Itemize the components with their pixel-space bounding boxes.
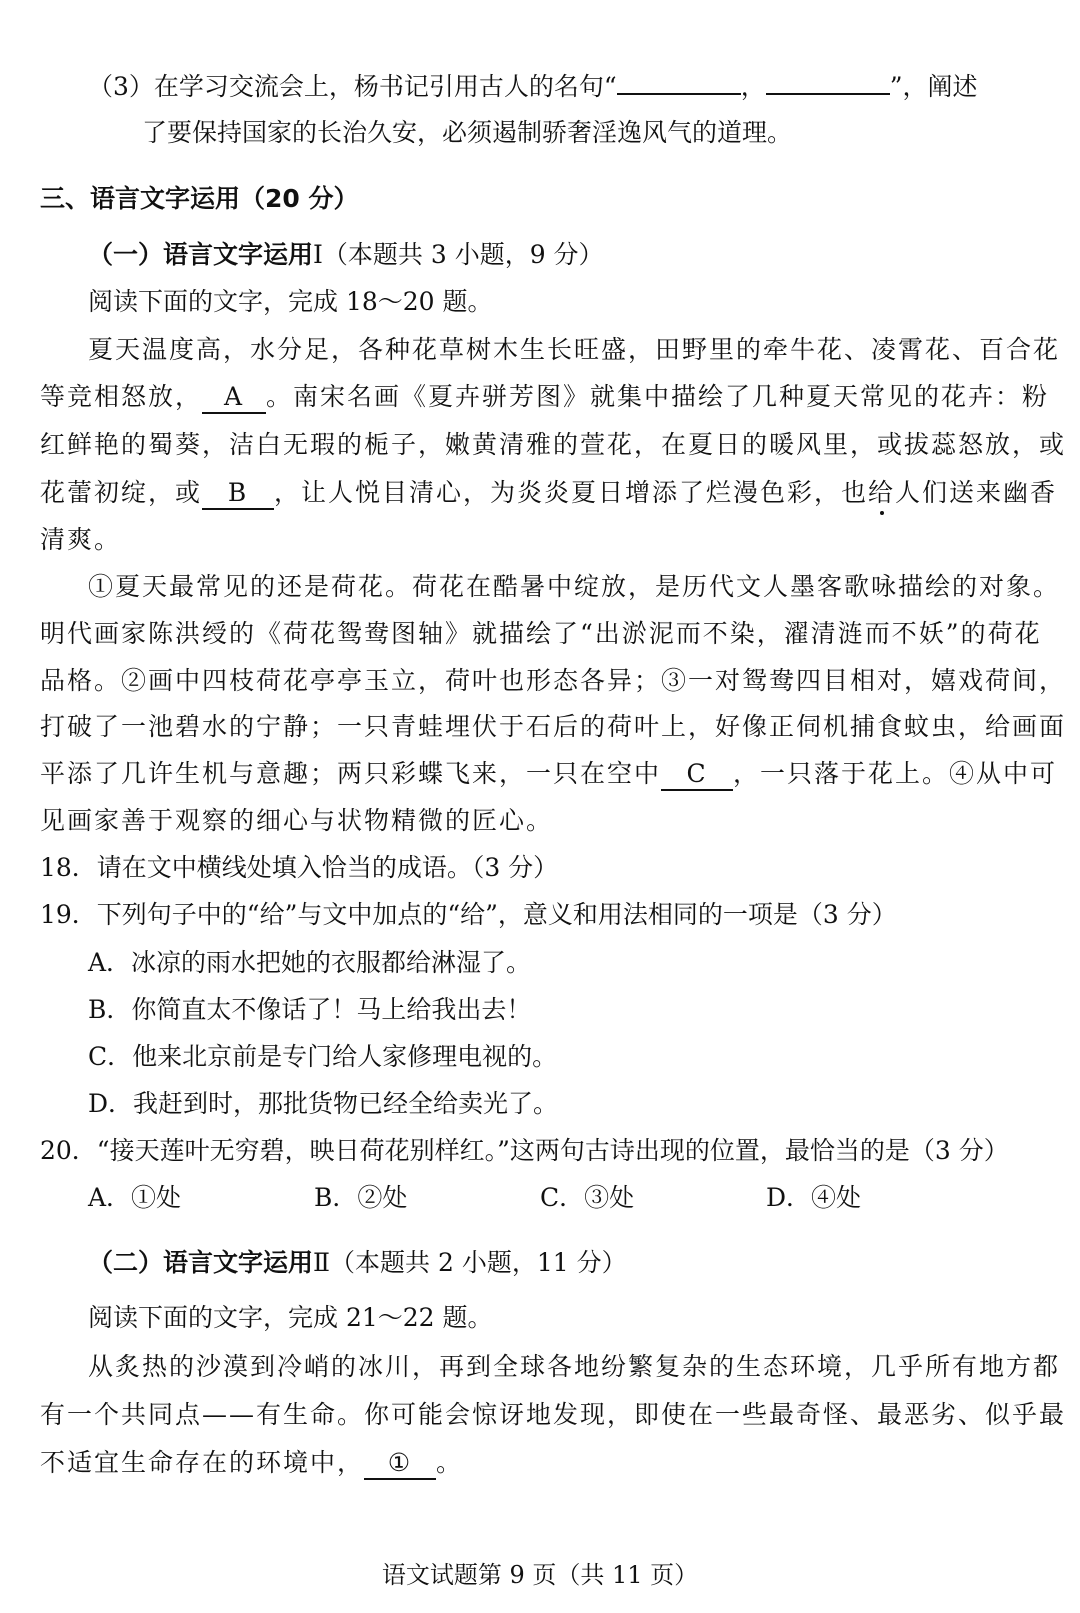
part1-roman: Ⅰ <box>313 240 323 269</box>
q20-options <box>88 1181 1040 1215</box>
q20-option-c: C．③处 <box>540 1183 635 1212</box>
p1-line-1: 夏天温度高，水分足，各种花草树木生长旺盛，田野里的牵牛花、凌霄花、百合花 <box>88 335 1061 364</box>
part2-instruction: 阅读下面的文字，完成 21～22 题。 <box>88 1303 493 1332</box>
part2-heading <box>88 1246 1040 1280</box>
p2-line-1: ①夏天最常见的还是荷花。荷花在酷暑中绽放，是历代文人墨客歌咏描绘的对象。 <box>88 572 1061 601</box>
dotted-char-gei: 给 <box>868 478 896 507</box>
p2-line-6: 见画家善于观察的细心与状物精微的匠心。 <box>40 806 554 835</box>
part1-heading-text: （一）语言文字运用 <box>88 240 314 269</box>
q19-option-b: B．你简直太不像话了！马上给我出去！ <box>88 995 532 1024</box>
p2-line-4: 打破了一池碧水的宁静；一只青蛙埋伏于石后的荷叶上，好像正伺机捕食蚊虫，给画面 <box>40 712 1067 741</box>
p1-line-2 <box>40 380 1050 414</box>
part1-heading <box>88 238 1040 272</box>
page-footer: 语文试题第 9 页（共 11 页） <box>381 1561 699 1589</box>
q20-option-a: A．①处 <box>88 1183 182 1212</box>
question-3 <box>88 70 1040 104</box>
question-19: 19．下列句子中的“给”与文中加点的“给”，意义和用法相同的一项是（3 分） <box>40 900 897 929</box>
section-title: 三、语言文字运用（20 分） <box>40 184 359 213</box>
q3-blank-2 <box>766 93 890 95</box>
part2-l3b: 。 <box>436 1448 464 1477</box>
p1-l4b: ，让人悦目清心，为炎炎夏日增添了烂漫色彩，也 <box>274 478 869 507</box>
part2-heading-text: （二）语言文字运用 <box>88 1248 314 1277</box>
p2-line-3: 品格。②画中四枝荷花亭亭玉立，荷叶也形态各异；③一对鸳鸯四目相对，嬉戏荷间， <box>40 666 1067 695</box>
p1-l2b: 。南宋名画《夏卉骈芳图》就集中描绘了几种夏天常见的花卉：粉 <box>266 382 1050 411</box>
q3-comma: ， <box>740 72 766 101</box>
p2-l5a: 平添了几许生机与意趣；两只彩蝶飞来，一只在空中 <box>40 759 662 788</box>
part2-line-1: 从炙热的沙漠到冷峭的冰川，再到全球各地纷繁复杂的生态环境，几乎所有地方都 <box>88 1352 1061 1381</box>
p1-l2a: 等竞相怒放， <box>40 382 203 411</box>
p1-line-3: 红鲜艳的蜀葵，洁白无瑕的栀子，嫩黄清雅的萱花，在夏日的暖风里，或拔蕊怒放，或 <box>40 430 1067 459</box>
q19-option-a: A．冰凉的雨水把她的衣服都给淋湿了。 <box>88 948 532 977</box>
part2-meta: （本题共 2 小题，11 分） <box>330 1248 627 1277</box>
part2-roman: Ⅱ <box>313 1248 331 1277</box>
question-20: 20．“接天莲叶无穷碧，映日荷花别样红。”这两句古诗出现的位置，最恰当的是（3 分） <box>40 1136 1009 1165</box>
part2-l3a: 不适宜生命存在的环境中， <box>40 1448 365 1477</box>
q20-option-b: B．②处 <box>314 1183 408 1212</box>
q20-option-d: D．④处 <box>766 1183 862 1212</box>
q19-option-c: C．他来北京前是专门给人家修理电视的。 <box>88 1042 558 1071</box>
blank-C: C <box>661 759 733 791</box>
p1-l4a: 花蕾初绽，或 <box>40 478 203 507</box>
p1-l4c: 人们送来幽香 <box>895 478 1058 507</box>
blank-A: A <box>202 382 266 414</box>
q19-option-d: D．我赶到时，那批货物已经全给卖光了。 <box>88 1089 559 1118</box>
p2-l5b: ，一只落于花上。④从中可 <box>733 759 1058 788</box>
part1-meta: （本题共 3 小题，9 分） <box>322 240 604 269</box>
p1-line-5: 清爽。 <box>40 525 122 554</box>
part2-line-2: 有一个共同点——有生命。你可能会惊讶地发现，即使在一些最奇怪、最恶劣、似乎最 <box>40 1400 1067 1429</box>
question-18: 18．请在文中横线处填入恰当的成语。（3 分） <box>40 853 559 882</box>
question-3-cont: 了要保持国家的长治久安，必须遏制骄奢淫逸风气的道理。 <box>142 118 793 147</box>
q3-blank-1 <box>617 93 741 95</box>
p1-line-4 <box>40 476 1058 510</box>
part1-instruction: 阅读下面的文字，完成 18～20 题。 <box>88 287 493 316</box>
part2-line-3 <box>40 1446 1040 1480</box>
p2-line-2: 明代画家陈洪绶的《荷花鸳鸯图轴》就描绘了“出淤泥而不染，濯清涟而不妖”的荷花 <box>40 619 1042 648</box>
q3-prefix: （3）在学习交流会上，杨书记引用古人的名句“ <box>88 72 617 101</box>
q3-suffix: ”，阐述 <box>889 72 978 101</box>
p2-line-5 <box>40 757 1058 791</box>
blank-1: ① <box>364 1448 436 1480</box>
blank-B: B <box>202 478 274 510</box>
